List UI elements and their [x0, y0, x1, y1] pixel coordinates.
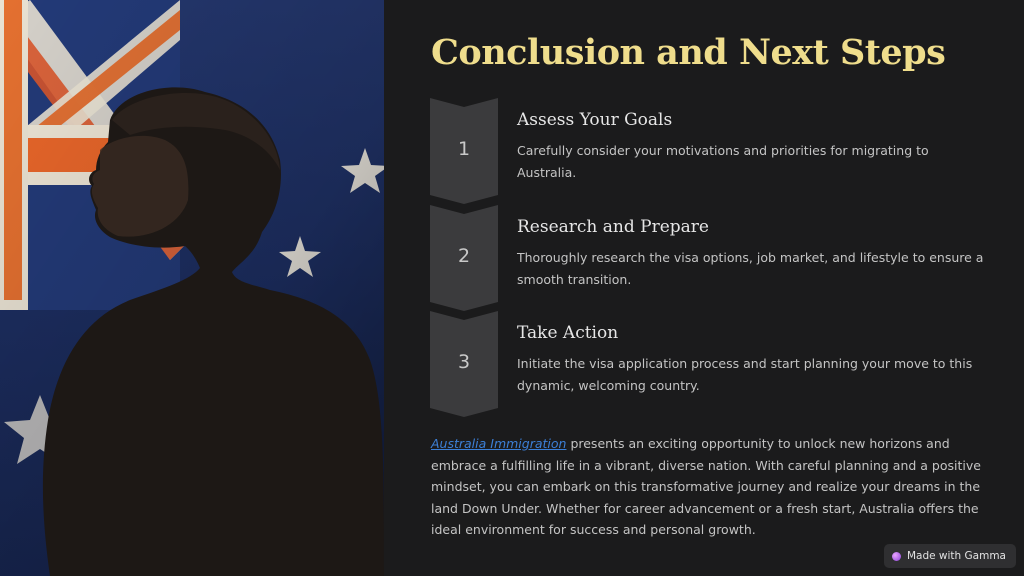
- australia-immigration-link[interactable]: Australia Immigration: [431, 436, 567, 451]
- step-heading: Research and Prepare: [517, 217, 709, 237]
- summary-text: presents an exciting opportunity to unlock new horizons and embrace a fulfilling life in a vibrant, diverse nation. With careful planning and a positive mindset, you can embark on this transformative journey and realize your dreams in the land Down Under. Whether for career advancement or a fresh start, Australia offers the ideal environment for success and personal growth.: [431, 436, 981, 537]
- flag-and-person-illustration: [0, 0, 384, 576]
- step-description: Carefully consider your motivations and priorities for migrating to Australia.: [517, 143, 929, 180]
- step-number: 2: [457, 245, 471, 267]
- step-heading: Take Action: [517, 323, 619, 343]
- step-number: 1: [457, 138, 471, 160]
- page-title: Conclusion and Next Steps: [431, 32, 946, 73]
- summary-paragraph: [431, 433, 986, 541]
- step-description: Thoroughly research the visa options, job market, and lifestyle to ensure a smooth transition.: [517, 250, 984, 287]
- gamma-logo-icon: [892, 552, 901, 561]
- step-2: [430, 205, 990, 313]
- content-panel: [384, 0, 1024, 576]
- step-3: [430, 311, 990, 419]
- step-1: [430, 98, 990, 206]
- made-with-gamma-badge[interactable]: [884, 544, 1016, 568]
- step-description: Initiate the visa application process and start planning your move to this dynamic, welcoming country.: [517, 356, 973, 393]
- badge-label: Made with Gamma: [906, 550, 1006, 562]
- hero-image: [0, 0, 384, 576]
- step-number: 3: [457, 351, 471, 373]
- step-heading: Assess Your Goals: [517, 110, 673, 130]
